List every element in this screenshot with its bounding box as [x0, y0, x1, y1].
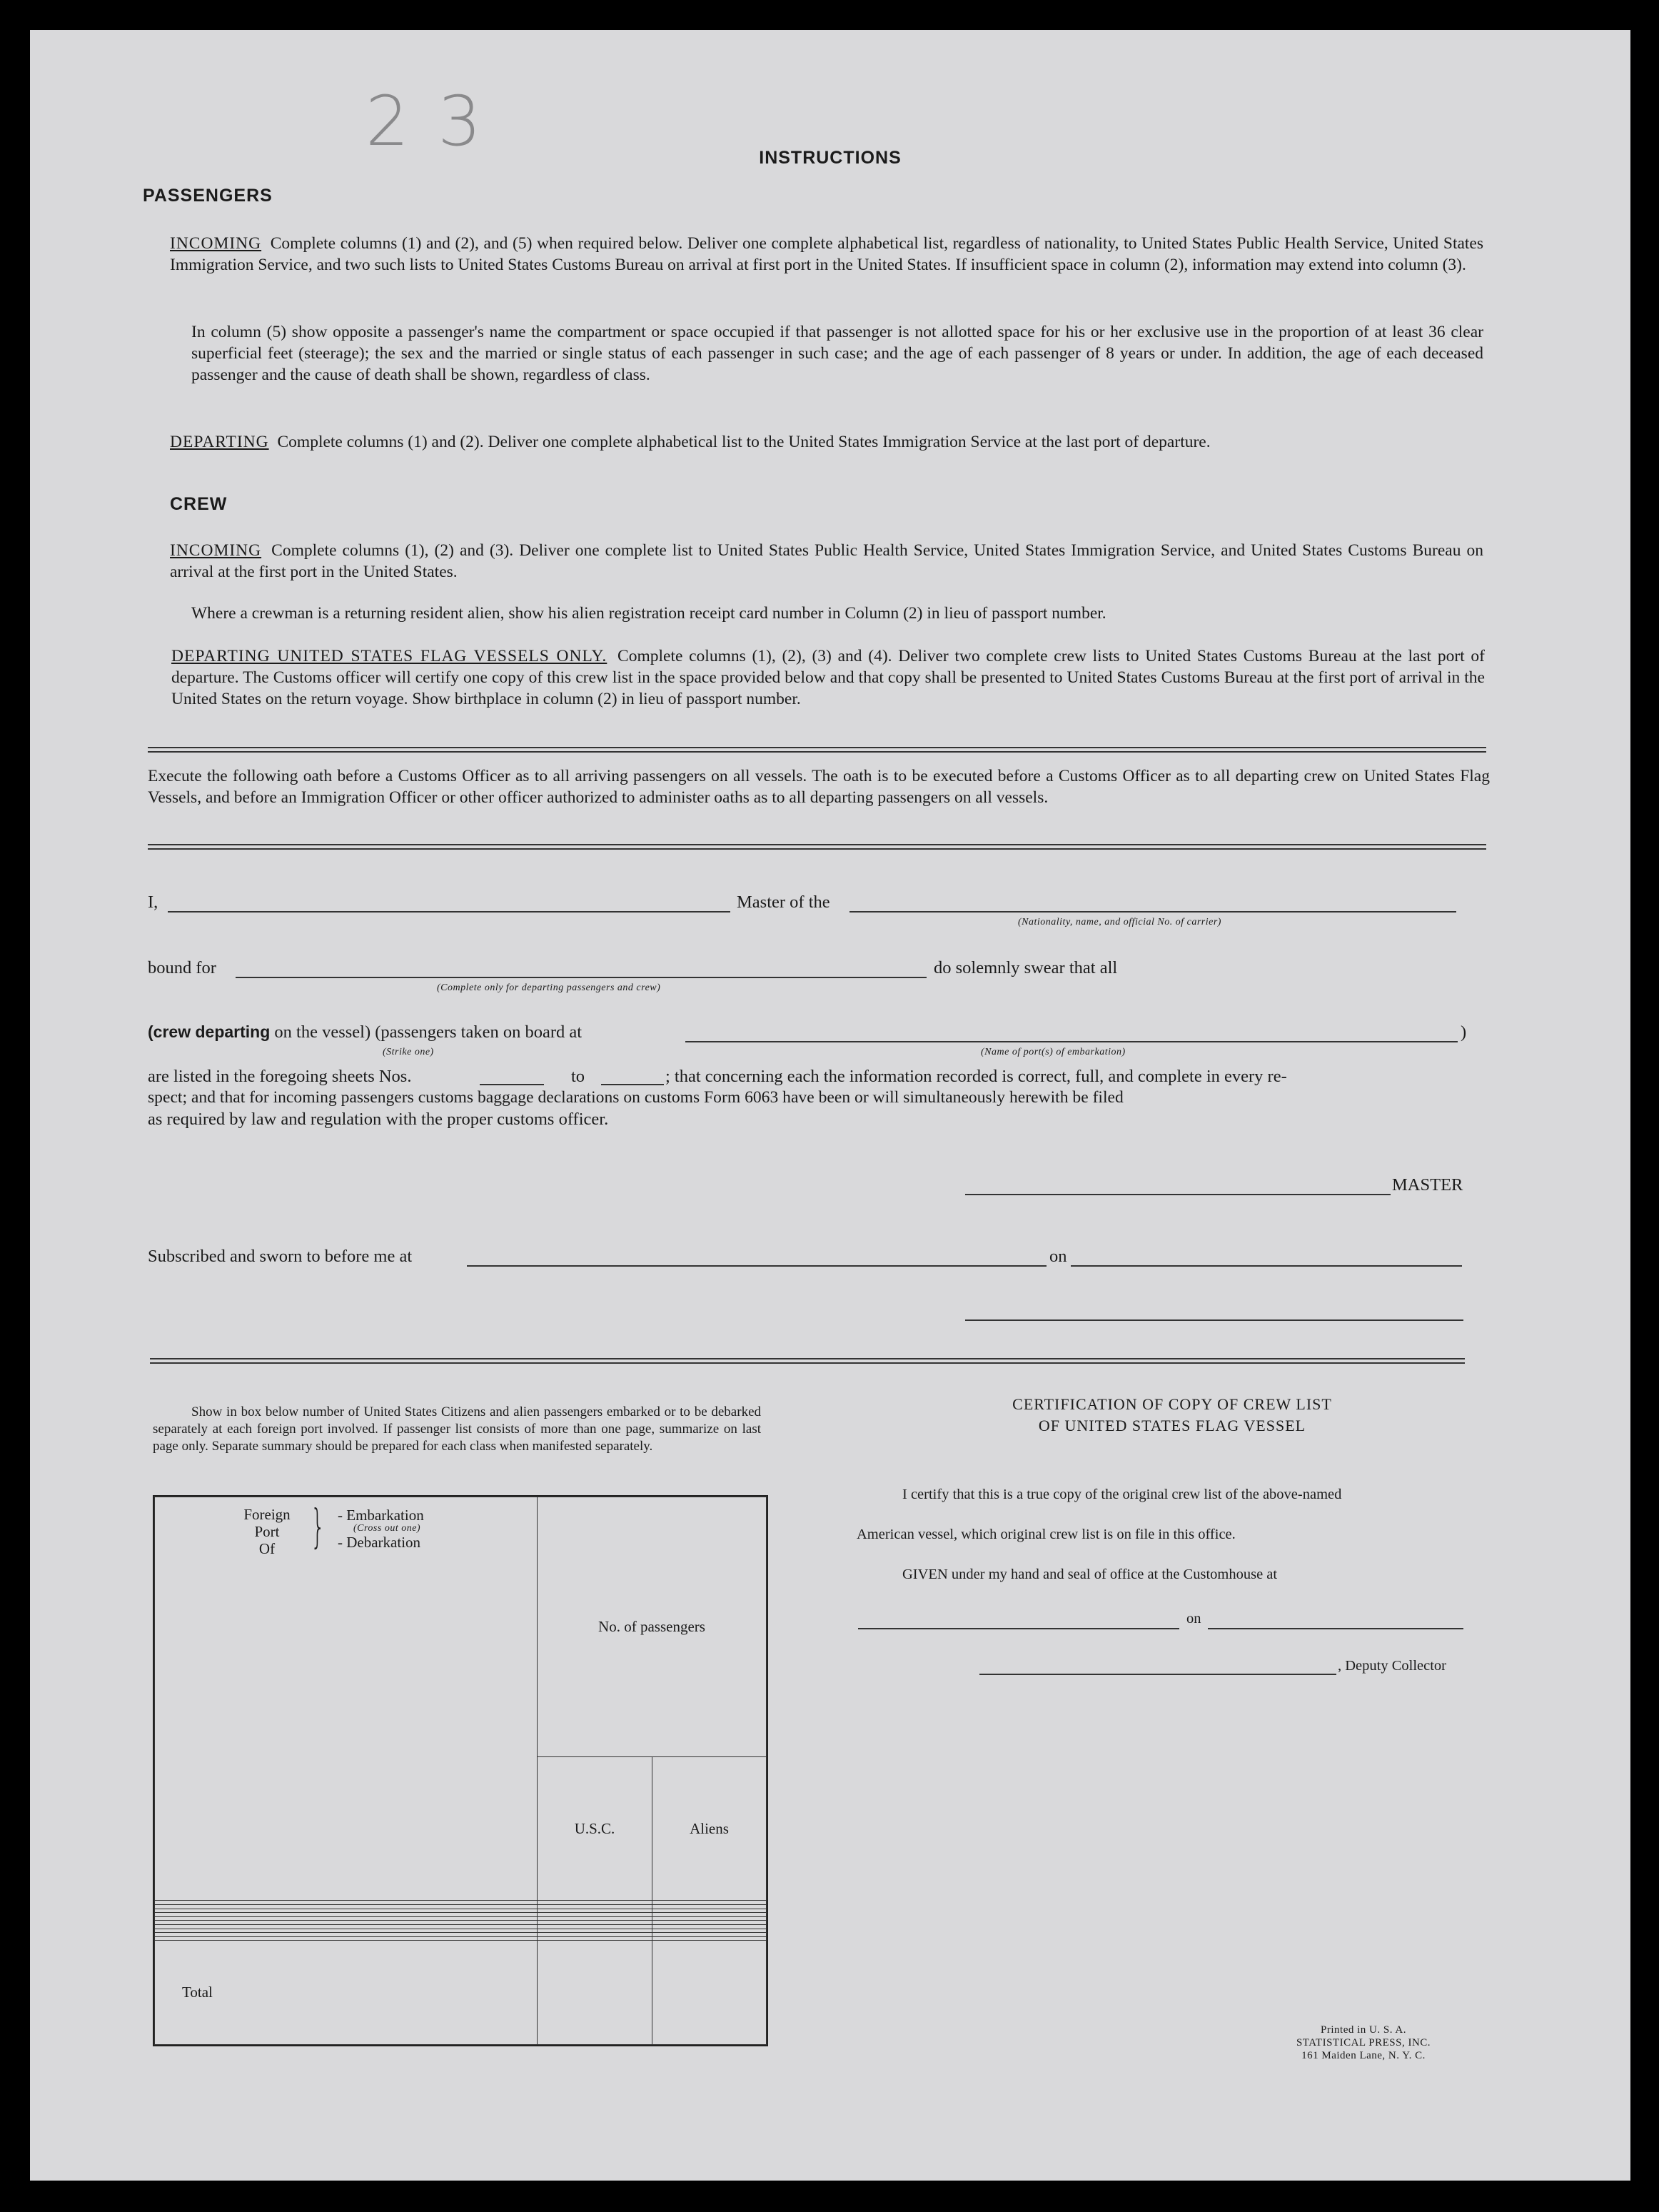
form-sheet [30, 30, 1630, 2181]
required-by-law-text: as required by law and regulation with the proper customs officer. [148, 1110, 609, 1129]
crew-incoming-text: Complete columns (1), (2) and (3). Deliver one complete list to United States Public Health Service, United States Immigration Service, and United States Customs Bureau on arrival at the first port in the United States. [170, 541, 1483, 581]
crew-departing-lead: DEPARTING UNITED STATES FLAG VESSELS ONLY. [171, 647, 607, 665]
passengers-heading: PASSENGERS [143, 186, 273, 206]
master-name-field[interactable] [168, 911, 730, 913]
aliens-header: Aliens [652, 1756, 767, 1901]
brace-glyph: } [311, 1501, 326, 1554]
on-label: on [1049, 1247, 1067, 1266]
baggage-declaration-text: spect; and that for incoming passengers customs baggage declarations on customs Form 6063 have been or will simultaneously herewith be filed [148, 1088, 1124, 1107]
crew-resident-alien-instruction: Where a crewman is a returning resident alien, show his alien registration receipt card number in Column (2) in lieu of passport number. [191, 604, 1106, 623]
to-label: to [571, 1067, 585, 1086]
bound-for-caption: (Complete only for departing passengers and crew) [437, 982, 661, 993]
foreign-label: Foreign [243, 1506, 291, 1523]
cross-out-caption: (Cross out one) [353, 1523, 421, 1534]
double-rule [148, 747, 1486, 753]
strike-one-caption: (Strike one) [383, 1047, 434, 1057]
passengers-taken-label: on the vessel) (passengers taken on board at [274, 1022, 583, 1042]
master-of-the-label: Master of the [737, 893, 830, 912]
total-aliens-cell[interactable] [652, 1941, 767, 2045]
carrier-caption: (Nationality, name, and official No. of carrier) [1018, 917, 1221, 927]
deputy-collector-label: , Deputy Collector [1338, 1658, 1447, 1674]
passengers-incoming-text: Complete columns (1) and (2), and (5) when required below. Deliver one complete alphabetical list, regardless of nationality, to United States Public Health Service, United States Immigration Service, and two such lists to United States Customs Bureau on arrival at first port in the United States. If insufficient space in column (2), information may extend into column (3). [170, 234, 1484, 274]
sheets-label: are listed in the foregoing sheets Nos. [148, 1067, 412, 1086]
oath-instruction: Execute the following oath before a Customs Officer as to all arriving passengers on all vessels. The oath is to be executed before a Customs Officer as to all departing crew on United States Flag Vessels, and before an Immigration Officer or other officer authorized to administer oaths as to all departing passengers on all vessels. [148, 767, 1490, 807]
crew-incoming-lead: INCOMING [170, 541, 262, 560]
oath-i-label: I, [148, 893, 158, 912]
total-label: Total [155, 1941, 538, 2045]
carrier-field[interactable] [849, 911, 1456, 913]
certification-on-label: on [1186, 1611, 1201, 1627]
of-label: Of [258, 1540, 276, 1557]
vessel-clause [148, 1022, 582, 1042]
debarkation-option[interactable]: - Debarkation [338, 1534, 421, 1551]
printer-line2: STATISTICAL PRESS, INC. [1296, 2037, 1431, 2048]
crew-departing-text: Complete columns (1), (2), (3) and (4). Deliver two complete crew lists to United States Customs Bureau at the last port of departure. The Customs officer will certify one copy of this crew list in the space provided below and that copy shall be presented to United States Customs Bureau at the first port of arrival in the United States on the return voyage. Show birthplace in column (2) in lieu of passport number. [171, 647, 1485, 708]
certification-title-line2: OF UNITED STATES FLAG VESSEL [1038, 1417, 1306, 1434]
summary-instruction: Show in box below number of United States Citizens and alien passengers embarked or to be debarked separately at each foreign port involved. If passenger list consists of more than one page, summarize on last page only. Separate summary should be prepared for each class when manifested separately. [153, 1404, 761, 1454]
bound-for-label: bound for [148, 958, 216, 977]
foreign-port-header [155, 1497, 538, 1901]
close-paren: ) [1461, 1022, 1467, 1042]
embarkation-option[interactable]: - Embarkation [338, 1507, 424, 1524]
given-under-hand-text: GIVEN under my hand and seal of office at the Customhouse at [902, 1567, 1278, 1582]
passengers-departing-instruction [170, 431, 1483, 453]
officer-signature-field[interactable] [965, 1319, 1463, 1321]
printer-line1: Printed in U. S. A. [1321, 2024, 1406, 2036]
passengers-incoming-instruction [170, 233, 1483, 276]
port-label: Port [254, 1523, 280, 1540]
crew-incoming-instruction [170, 540, 1483, 583]
passengers-column5-instruction: In column (5) show opposite a passenger's name the compartment or space occupied if that passenger is not allotted space for his or her exclusive use in the proportion of at least 36 clear superficial feet (steerage); the sex and the married or single status of each passenger in such case; and the age of each passenger of 8 years or under. In addition, the age of each deceased passenger and the cause of death shall be shown, regardless of class. [191, 323, 1483, 384]
bound-for-field[interactable] [236, 977, 927, 978]
printer-imprint [1235, 2024, 1492, 2062]
sheet-to-field[interactable] [601, 1084, 664, 1085]
summary-total-row [155, 1941, 767, 2045]
total-usc-cell[interactable] [538, 1941, 652, 2045]
passenger-summary-table [153, 1495, 768, 2046]
embarkation-options [338, 1507, 424, 1550]
certification-title-line1: CERTIFICATION OF COPY OF CREW LIST [1012, 1395, 1332, 1413]
certify-text-line1: I certify that this is a true copy of the original crew list of the above-named [902, 1487, 1342, 1502]
usc-header: U.S.C. [538, 1756, 652, 1901]
crew-heading: CREW [170, 494, 228, 514]
passengers-incoming-lead: INCOMING [170, 234, 262, 253]
subscribed-label: Subscribed and sworn to before me at [148, 1247, 413, 1266]
sheet-from-field[interactable] [480, 1084, 544, 1085]
page-title: INSTRUCTIONS [759, 148, 902, 168]
sworn-at-field[interactable] [467, 1265, 1047, 1267]
certify-text-line2: American vessel, which original crew list is on file in this office. [857, 1527, 1236, 1542]
foreign-port-label [235, 1506, 299, 1557]
crew-departing-label: (crew departing [148, 1022, 271, 1041]
double-rule [148, 844, 1486, 850]
customhouse-field[interactable] [858, 1628, 1179, 1629]
no-of-passengers-header: No. of passengers [538, 1497, 767, 1757]
master-label: MASTER [1392, 1175, 1463, 1195]
handwritten-sheet-number: 23 [365, 81, 510, 161]
certification-date-field[interactable] [1208, 1628, 1463, 1629]
deputy-collector-signature-field[interactable] [979, 1674, 1336, 1675]
master-signature-field[interactable] [965, 1194, 1391, 1195]
swear-label: do solemnly swear that all [934, 958, 1118, 977]
port-of-embarkation-field[interactable] [685, 1041, 1458, 1042]
crew-departing-instruction [171, 645, 1485, 710]
double-rule [150, 1358, 1465, 1364]
passengers-departing-text: Complete columns (1) and (2). Deliver one complete alphabetical list to the United States Immigration Service at the last port of departure. [277, 433, 1211, 451]
concerning-text: ; that concerning each the information recorded is correct, full, and complete in every re- [665, 1067, 1287, 1086]
sworn-date-field[interactable] [1071, 1265, 1462, 1267]
passengers-departing-lead: DEPARTING [170, 433, 269, 451]
printer-line3: 161 Maiden Lane, N. Y. C. [1301, 2050, 1426, 2061]
certification-title [815, 1394, 1529, 1437]
embarkation-ports-caption: (Name of port(s) of embarkation) [981, 1047, 1126, 1057]
